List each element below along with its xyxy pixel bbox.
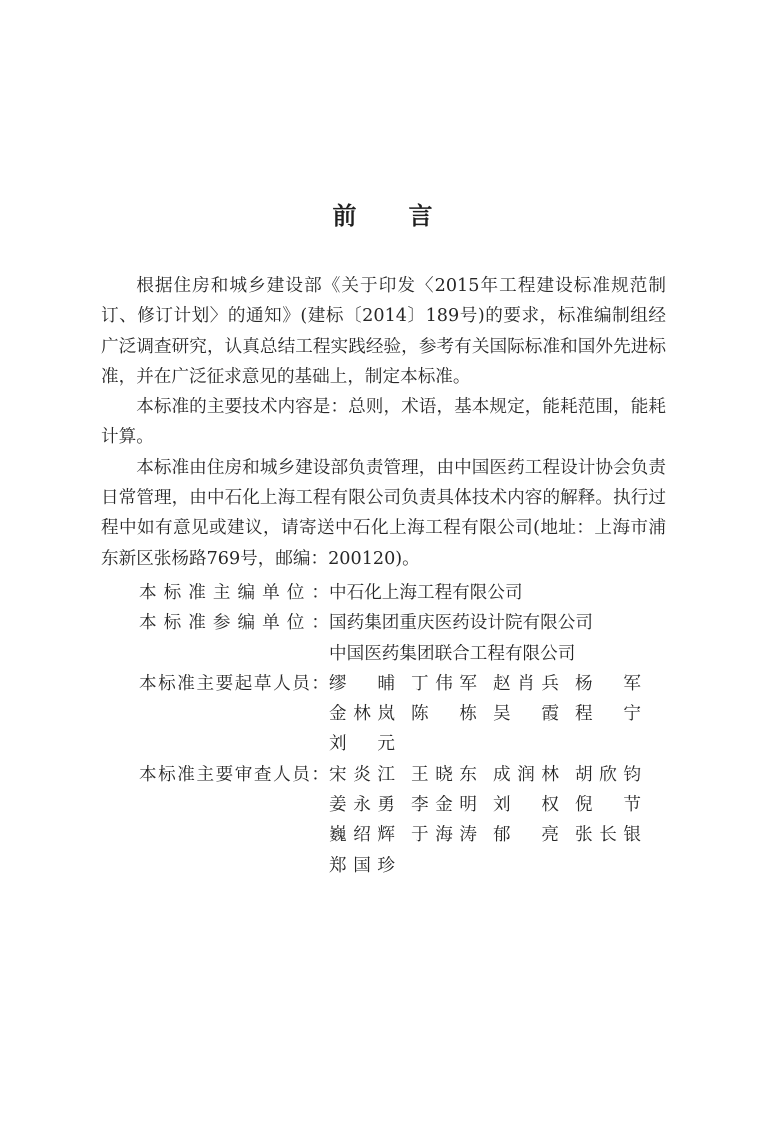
person-name: 王晓东	[411, 764, 477, 785]
participating-unit-label: 本标准参编单位：	[139, 613, 329, 634]
person-name: 倪节	[575, 795, 641, 816]
contributors-section	[139, 578, 657, 881]
person-name: 宋炎江	[329, 764, 395, 785]
person-name: 郑国珍	[329, 855, 395, 876]
person-name: 丁伟军	[411, 673, 477, 694]
drafters-row	[139, 669, 657, 760]
person-name: 吴霞	[493, 704, 559, 725]
person-name: 缪晡	[329, 673, 395, 694]
preface-body	[101, 271, 666, 574]
page-title	[0, 196, 765, 231]
participating-unit-list	[329, 608, 593, 669]
participating-unit: 中国医药集团联合工程有限公司	[329, 643, 576, 664]
chief-unit-label: 本标准主编单位：	[139, 583, 329, 603]
person-name: 姜永勇	[329, 795, 395, 816]
person-name: 李金明	[411, 795, 477, 816]
person-name: 刘元	[329, 734, 395, 755]
paragraph-management: 本标准由住房和城乡建设部负责管理，由中国医药工程设计协会负责日常管理，由中石化上海工程有限公司负责具体技术内容的解释。执行过程中如有意见或建议，请寄送中石化上海工程有限公司(地址：上海市浦东新区张杨路769号，邮编：200120)。	[101, 457, 666, 569]
reviewers-label: 本标准主要审查人员：	[139, 764, 329, 785]
drafters-names	[329, 669, 657, 760]
paragraph-background: 根据住房和城乡建设部《关于印发〈2015年工程建设标准规范制订、修订计划〉的通知》(建标〔2014〕189号)的要求，标准编制组经广泛调查研究，认真总结工程实践经验，参考有关国际标准和国外先进标准，并在广泛征求意见的基础上，制定本标准。	[101, 276, 666, 387]
person-name: 郁亮	[493, 825, 559, 846]
title-char-2: 言	[408, 202, 433, 230]
person-name: 刘权	[493, 795, 559, 816]
person-name: 张长银	[575, 825, 641, 846]
person-name: 杨军	[575, 673, 641, 694]
reviewers-names	[329, 760, 657, 881]
person-name: 陈栋	[411, 704, 477, 725]
drafters-label: 本标准主要起草人员：	[139, 673, 329, 694]
person-name: 胡欣钧	[575, 764, 641, 785]
person-name: 金林岚	[329, 704, 395, 725]
participating-unit: 国药集团重庆医药设计院有限公司	[329, 613, 593, 634]
person-name: 于海涛	[411, 825, 477, 846]
chief-unit-value: 中石化上海工程有限公司	[329, 583, 523, 603]
person-name: 巍绍辉	[329, 825, 395, 846]
participating-unit-row	[139, 608, 657, 669]
person-name: 程宁	[575, 704, 641, 725]
paragraph-content: 本标准的主要技术内容是：总则，术语，基本规定，能耗范围，能耗计算。	[101, 397, 666, 448]
person-name: 成润林	[493, 764, 559, 785]
chief-unit-row	[139, 578, 657, 608]
person-name: 赵肖兵	[493, 673, 559, 694]
title-char-1: 前	[332, 202, 357, 230]
reviewers-row	[139, 760, 657, 881]
